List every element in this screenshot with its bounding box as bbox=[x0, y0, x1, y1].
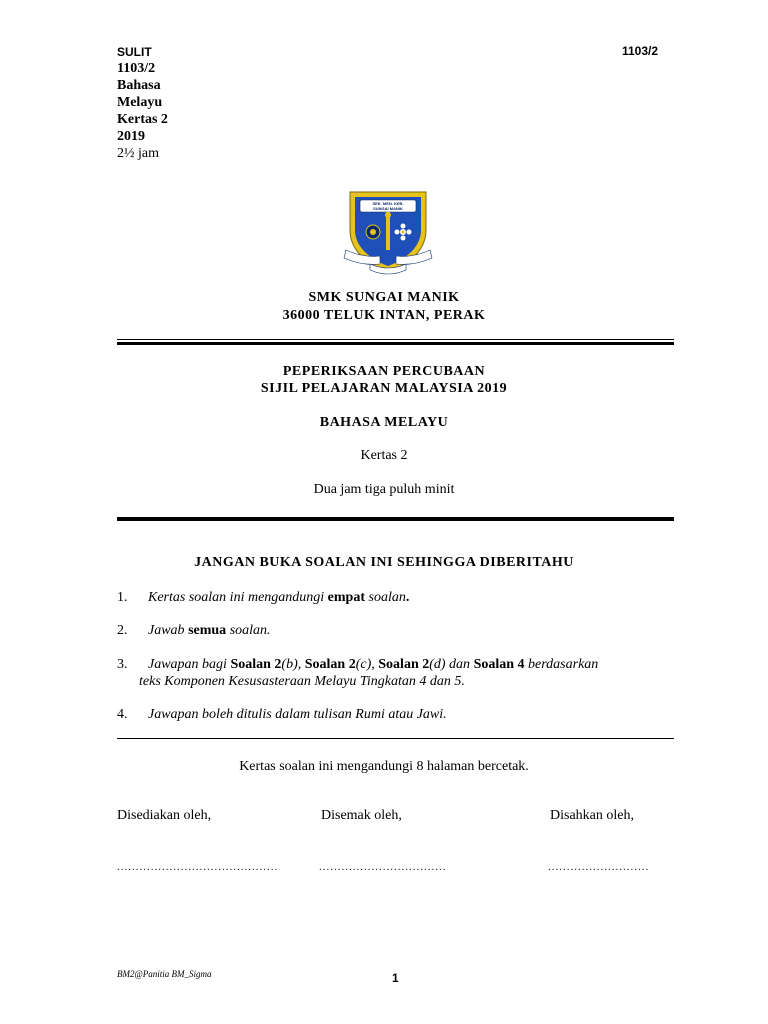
checked-by-signature-line: .................................. bbox=[319, 861, 447, 873]
prepared-by-label: Disediakan oleh, bbox=[117, 808, 212, 823]
subject-line-1: Bahasa bbox=[117, 78, 161, 93]
classification-label: SULIT bbox=[117, 45, 152, 59]
svg-text:SEK. MEN. KEB.: SEK. MEN. KEB. bbox=[372, 201, 404, 206]
paper-code-right: 1103/2 bbox=[622, 44, 659, 58]
instruction-text: (c), bbox=[355, 657, 379, 672]
instruction-period: . bbox=[405, 590, 410, 605]
approved-by-label: Disahkan oleh, bbox=[550, 808, 634, 823]
school-crest-icon bbox=[340, 186, 436, 276]
checked-by-label: Disemak oleh, bbox=[321, 808, 402, 823]
divider-thick bbox=[117, 517, 674, 521]
instruction-number: 2. bbox=[117, 623, 128, 638]
header-left-block bbox=[117, 44, 168, 162]
instruction-emphasis: Soalan 2 bbox=[378, 657, 430, 672]
instruction-text: soalan bbox=[365, 590, 406, 605]
instruction-text: (d) dan bbox=[429, 657, 474, 672]
instruction-item-4 bbox=[117, 706, 674, 723]
exam-title-line-1: PEPERIKSAAN PERCUBAAN bbox=[282, 364, 486, 379]
paper-label: Kertas 2 bbox=[360, 448, 408, 463]
duration-short: 2½ jam bbox=[117, 146, 159, 161]
duration-words: Dua jam tiga puluh minit bbox=[313, 482, 455, 497]
instruction-number: 4. bbox=[117, 707, 128, 722]
instruction-number: 1. bbox=[117, 590, 128, 605]
instruction-number: 3. bbox=[117, 657, 128, 672]
instruction-emphasis: Soalan 2 bbox=[230, 657, 282, 672]
subject-title: BAHASA MELAYU bbox=[319, 415, 449, 430]
approved-by-signature-line: ........................... bbox=[548, 861, 650, 873]
instruction-text: soalan. bbox=[226, 623, 271, 638]
exam-title-line-2: SIJIL PELAJARAN MALAYSIA 2019 bbox=[260, 381, 508, 396]
subject-line-2: Melayu bbox=[117, 95, 163, 110]
instruction-text: Jawapan boleh ditulis dalam tulisan Rumi atau Jawi. bbox=[148, 707, 447, 722]
instructions-heading: JANGAN BUKA SOALAN INI SEHINGGA DIBERITAHU bbox=[194, 555, 574, 570]
divider-thin bbox=[117, 738, 674, 739]
instruction-emphasis: Soalan 4 bbox=[473, 657, 525, 672]
instruction-item-2 bbox=[117, 622, 674, 639]
paper-code: 1103/2 bbox=[117, 61, 156, 76]
school-name: SMK SUNGAI MANIK bbox=[308, 290, 460, 305]
instruction-emphasis: Soalan 2 bbox=[304, 657, 356, 672]
paper-number: Kertas 2 bbox=[117, 112, 168, 127]
instruction-text: Kertas soalan ini mengandungi bbox=[148, 590, 328, 605]
page-count-note: Kertas soalan ini mengandungi 8 halaman bercetak. bbox=[239, 759, 529, 774]
year: 2019 bbox=[117, 129, 145, 144]
instruction-text: (b), bbox=[281, 657, 305, 672]
instruction-item-1 bbox=[117, 589, 674, 606]
page-number: 1 bbox=[392, 971, 399, 985]
instruction-emphasis: semua bbox=[188, 623, 227, 638]
school-address: 36000 TELUK INTAN, PERAK bbox=[282, 308, 486, 323]
svg-text:SUNGAI MANIK: SUNGAI MANIK bbox=[373, 206, 403, 211]
prepared-by-signature-line: ........................................... bbox=[117, 861, 279, 873]
instruction-emphasis: empat bbox=[327, 590, 365, 605]
instruction-text: Jawab bbox=[148, 623, 189, 638]
instruction-text-continued: teks Komponen Kesusasteraan Melayu Tingkatan 4 dan 5. bbox=[139, 674, 465, 689]
footer-credit: BM2@Panitia BM_Sigma bbox=[117, 969, 212, 979]
instruction-text: berdasarkan bbox=[524, 657, 599, 672]
divider-double bbox=[117, 339, 674, 345]
instruction-item-3 bbox=[117, 656, 674, 690]
instruction-text: Jawapan bagi bbox=[148, 657, 231, 672]
